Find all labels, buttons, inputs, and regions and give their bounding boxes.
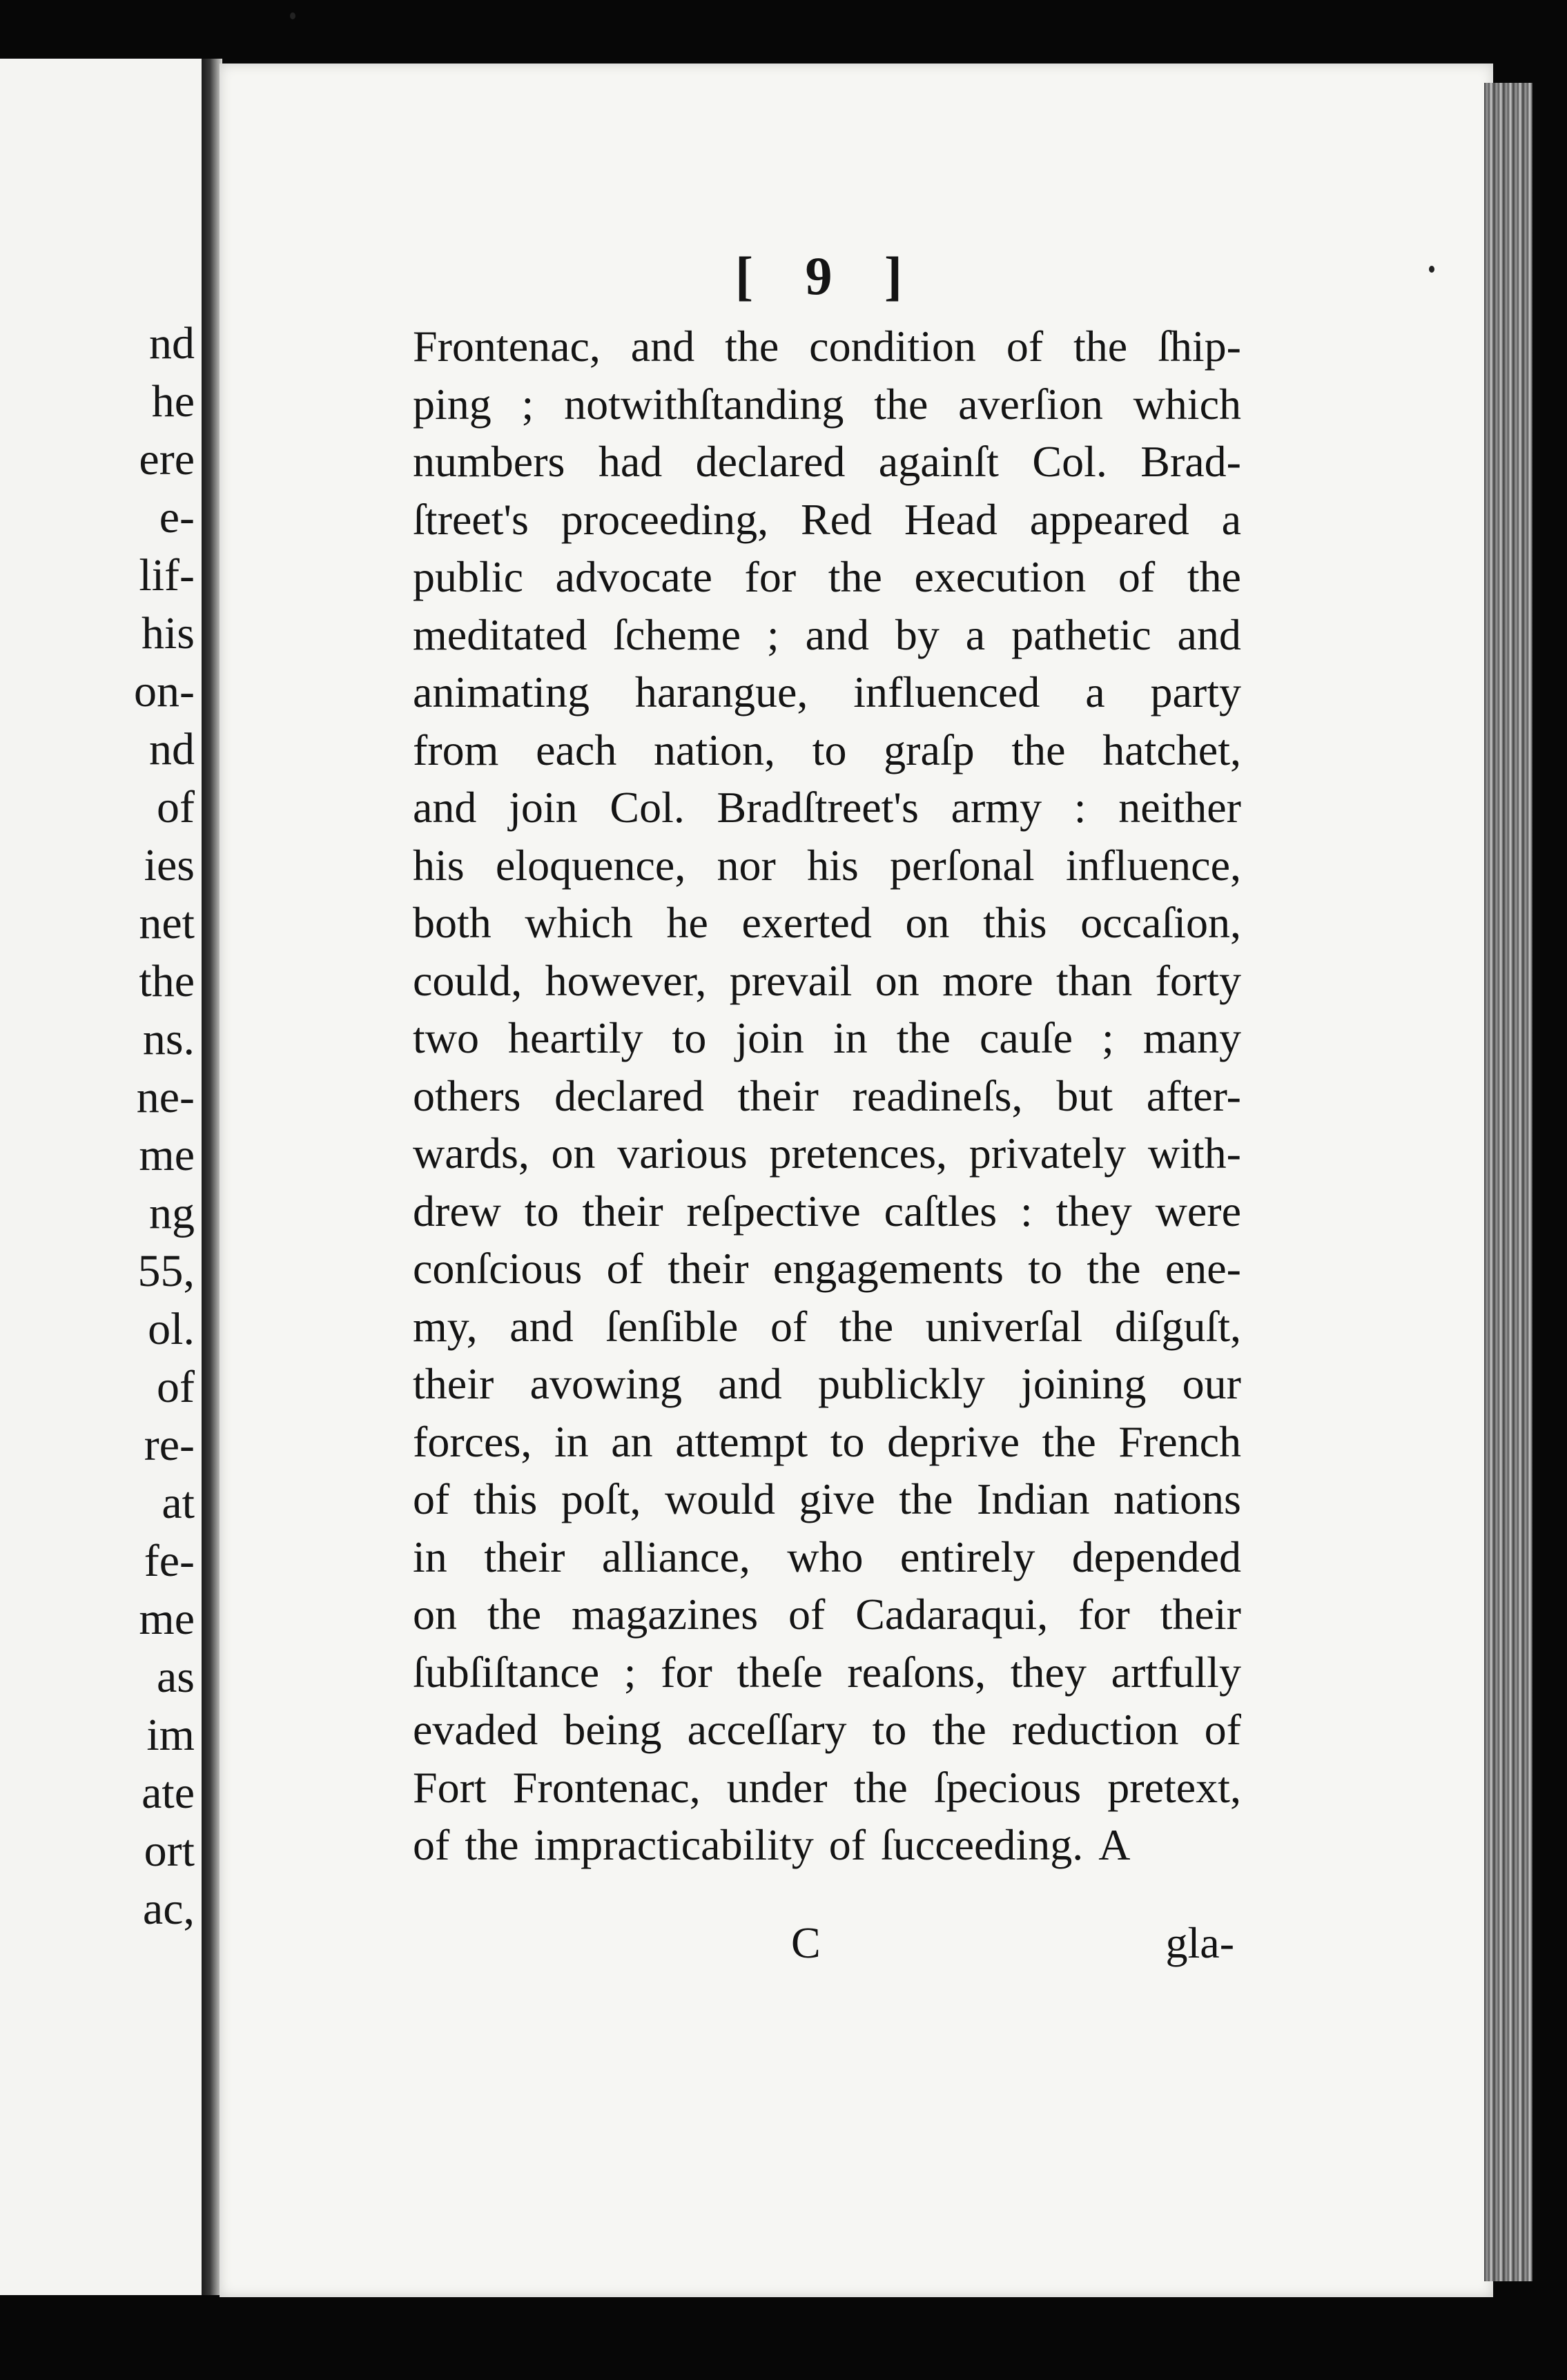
left-page-fragment: of [157,782,195,832]
word: for [1078,1590,1130,1639]
word: he [666,898,708,947]
word: had [598,437,663,486]
word: could, [413,955,523,1005]
word: entirely [899,1532,1035,1581]
word: their [668,1244,749,1293]
word: a [1085,667,1105,716]
word: to [812,725,847,774]
word: to [872,1705,907,1754]
word: ſtreet's [413,494,529,544]
word: avowing [529,1359,682,1408]
left-page-fragment: on- [134,666,195,716]
word: than [1056,955,1133,1005]
word: ſcheme [613,609,741,659]
word: poſt, [561,1474,641,1523]
word: pretext, [1107,1762,1241,1812]
text-line [413,1587,1241,1645]
text-line [413,953,1241,1011]
word: joining [1021,1359,1147,1408]
word: from [413,725,499,774]
page-number: [ 9 ] [735,246,922,306]
word: they [1055,1186,1132,1236]
word: the [853,1762,908,1812]
word: ſhip- [1158,322,1241,371]
word: to [672,1013,707,1062]
text-line [413,838,1241,896]
word: condition [809,322,976,371]
word: : [1073,783,1087,832]
word: attempt [675,1416,808,1466]
word: of [828,1820,866,1869]
word: of [413,1474,450,1523]
left-page-fragment: net [139,898,195,948]
word: were [1155,1186,1241,1236]
left-page-fragment: the [139,956,195,1006]
word: the [1042,1416,1096,1466]
word: impracticability [534,1820,814,1869]
word: ping [413,379,491,429]
word: and [630,322,695,371]
word: heartily [508,1013,643,1062]
word: ; [766,609,779,659]
word: his [413,840,465,890]
word: to [1028,1244,1062,1293]
word: advocate [555,552,712,601]
word: various [617,1129,748,1178]
word: which [525,898,633,947]
word: after- [1146,1071,1241,1120]
word: of [770,1301,808,1351]
word: a [965,609,986,659]
text-line [413,1241,1241,1299]
word: diſguſt, [1114,1301,1241,1351]
word: ſenſible [605,1301,739,1351]
word: ; [623,1647,636,1697]
word: Brad- [1140,437,1241,486]
word: Frontenac, [413,322,601,371]
text-line [413,1356,1241,1414]
text-line [413,1414,1241,1472]
word: the [1187,552,1241,601]
text-line [413,895,1241,953]
word: ene- [1165,1244,1241,1293]
word: they [1010,1647,1087,1697]
word: many [1142,1013,1241,1062]
text-line [413,607,1241,665]
word: the [1073,322,1128,371]
text-line [413,1472,1241,1530]
word: hatchet, [1102,725,1241,774]
word: drew [413,1186,501,1236]
text-line [413,1299,1241,1357]
left-page-fragment: ere [139,434,195,485]
word: would [664,1474,775,1523]
page-edges [1484,83,1532,2281]
word: their [413,1359,494,1408]
word: A [1098,1820,1131,1869]
catchline [413,1915,1241,1971]
left-page-fragment: of [157,1362,195,1412]
word: wards, [413,1129,529,1178]
word: prevail [729,955,853,1005]
word: of [1006,322,1044,371]
word: declared [695,437,846,486]
left-page-fragment: he [151,376,195,427]
word: perſonal [889,840,1035,890]
text-line [413,1760,1241,1818]
word: Indian [977,1474,1090,1523]
word: averſion [958,379,1103,429]
left-page-fragment: ate [142,1768,195,1818]
word: more [942,955,1033,1005]
word: being [563,1705,662,1754]
word: deprive [887,1416,1020,1466]
text-line [413,1702,1241,1760]
word: magazines [572,1590,759,1639]
word: join [735,1013,804,1062]
word: ſubſiſtance [413,1647,600,1697]
word: influenced [853,667,1040,716]
word: pathetic [1011,609,1151,659]
scan-speck [290,12,295,19]
word: however, [545,955,707,1005]
text-line [413,780,1241,838]
word: of [413,1820,450,1869]
word: the [874,379,928,429]
text-line [413,434,1241,492]
word: of [1118,552,1156,601]
word: eloquence, [495,840,686,890]
text-line [413,1530,1241,1588]
word: the [839,1301,894,1351]
word: depended [1071,1532,1241,1581]
word: execution [914,552,1087,601]
word: the [828,552,882,601]
word: this [473,1474,538,1523]
word: two [413,1013,479,1062]
word: for [661,1647,712,1697]
word: againſt [878,437,999,486]
left-page-fragment: 55, [137,1246,195,1296]
left-page-fragment: ort [144,1826,195,1876]
word: ; [1102,1013,1114,1062]
scan-speck [1429,266,1434,273]
word: artfully [1111,1647,1241,1697]
word: Col. [1032,437,1107,486]
text-line [413,1645,1241,1703]
word: nation, [654,725,775,774]
left-page-fragment: nd [149,318,195,369]
word: publickly [817,1359,985,1408]
body-text [413,319,1241,1875]
word: notwithſtanding [564,379,844,429]
word: conſcious [413,1244,583,1293]
word: on [413,1590,457,1639]
word: Frontenac, [512,1762,701,1812]
word: army [951,783,1042,832]
word: : [1020,1186,1033,1236]
word: forces, [413,1416,532,1466]
left-page-fragment: at [162,1478,195,1528]
word: our [1182,1359,1241,1408]
word: Cadaraqui, [855,1590,1049,1639]
word: join [509,783,578,832]
word: the [487,1590,542,1639]
word: give [799,1474,875,1523]
left-page-fragment: ies [144,840,195,890]
word: with- [1147,1129,1241,1178]
word: party [1150,667,1241,716]
left-page-fragment: ns. [142,1014,195,1064]
word: Head [904,494,997,544]
word: ſucceeding. [881,1820,1084,1869]
left-page-fragment: ng [149,1188,195,1238]
word: their [484,1532,565,1581]
word: graſp [884,725,975,774]
word: the [1087,1244,1141,1293]
word: under [726,1762,828,1812]
word: the [465,1820,519,1869]
word: and [1177,609,1241,659]
word: and [718,1359,782,1408]
word: exerted [741,898,872,947]
word: on [551,1129,596,1178]
word: reduction [1011,1705,1179,1754]
left-page-fragment: me [139,1594,195,1644]
word: and [509,1301,574,1351]
word: influence, [1065,840,1241,890]
word: on [875,955,919,1005]
word: which [1133,379,1241,429]
word: forty [1155,955,1241,1005]
left-page-fragment: nd [149,724,195,774]
word: of [788,1590,826,1639]
text-line [413,665,1241,723]
word: engagements [772,1244,1004,1293]
word: but [1056,1071,1113,1120]
word: his [807,840,859,890]
word: an [611,1416,653,1466]
word: reaſons, [847,1647,986,1697]
word: appeared [1029,494,1189,544]
text-line [413,1069,1241,1126]
word: my, [413,1301,478,1351]
left-page-fragment: lif- [139,550,195,601]
left-page-fragment: me [139,1130,195,1180]
word: this [983,898,1047,947]
word: nations [1113,1474,1241,1523]
word: acceſſary [687,1705,847,1754]
word: animating [413,667,590,716]
word: the [896,1013,951,1062]
word: declared [554,1071,704,1120]
left-page-fragment: ac, [142,1884,195,1934]
word: both [413,898,491,947]
word: Fort [413,1762,487,1812]
text-line [413,377,1241,435]
word: the [932,1705,986,1754]
text-line [413,1184,1241,1242]
word: and [805,609,869,659]
word: of [606,1244,643,1293]
text-line [413,1817,1241,1875]
word: to [524,1186,559,1236]
word: others [413,1071,521,1120]
text-line [413,549,1241,607]
left-page-fragment: as [157,1652,195,1702]
word: of [1204,1705,1241,1754]
word: on [905,898,950,947]
left-page-fragment: fe- [144,1536,195,1586]
text-line [413,723,1241,781]
word: the [1011,725,1066,774]
word: by [895,609,940,659]
word: public [413,552,523,601]
word: in [554,1416,589,1466]
word: who [787,1532,864,1581]
word: ; [521,379,534,429]
text-line [413,319,1241,377]
word: readineſs, [852,1071,1023,1120]
left-page-fragment: im [146,1710,195,1760]
word: univerſal [925,1301,1083,1351]
word: harangue, [634,667,808,716]
word: pretences, [769,1129,947,1178]
left-page-fragment: re- [144,1420,195,1470]
word: the [899,1474,953,1523]
word: a [1221,494,1241,544]
word: numbers [413,437,565,486]
word: caſtles [884,1186,997,1236]
word: meditated [413,609,587,659]
text-line [413,1011,1241,1069]
text-line [413,492,1241,550]
left-page-fragment: ol. [148,1304,195,1354]
word: alliance, [601,1532,750,1581]
word: neither [1118,783,1241,832]
word: evaded [413,1705,538,1754]
word: privately [969,1129,1127,1178]
word: the [725,322,779,371]
word: nor [717,840,776,890]
word: their [582,1186,663,1236]
word: cauſe [979,1013,1073,1062]
word: each [536,725,617,774]
word: Col. [610,783,685,832]
word: and [413,783,477,832]
word: for [744,552,797,601]
word: their [1160,1590,1241,1639]
word: theſe [737,1647,823,1697]
word: to [830,1416,865,1466]
signature-mark: C [791,1918,821,1967]
word: proceeding, [561,494,769,544]
word: their [737,1071,819,1120]
text-line [413,1126,1241,1184]
word: occaſion, [1080,898,1241,947]
word: Red [800,494,873,544]
word: Bradſtreet's [717,783,919,832]
word: reſpective [686,1186,861,1236]
left-facing-page [0,59,206,2295]
word: French [1118,1416,1241,1466]
left-page-fragment: his [141,608,195,659]
left-page-fragment: e- [159,492,195,543]
catchword: gla- [1165,1918,1234,1967]
word: ſpecious [933,1762,1082,1812]
word: in [413,1532,447,1581]
left-page-fragment: ne- [136,1072,195,1122]
word: in [833,1013,868,1062]
